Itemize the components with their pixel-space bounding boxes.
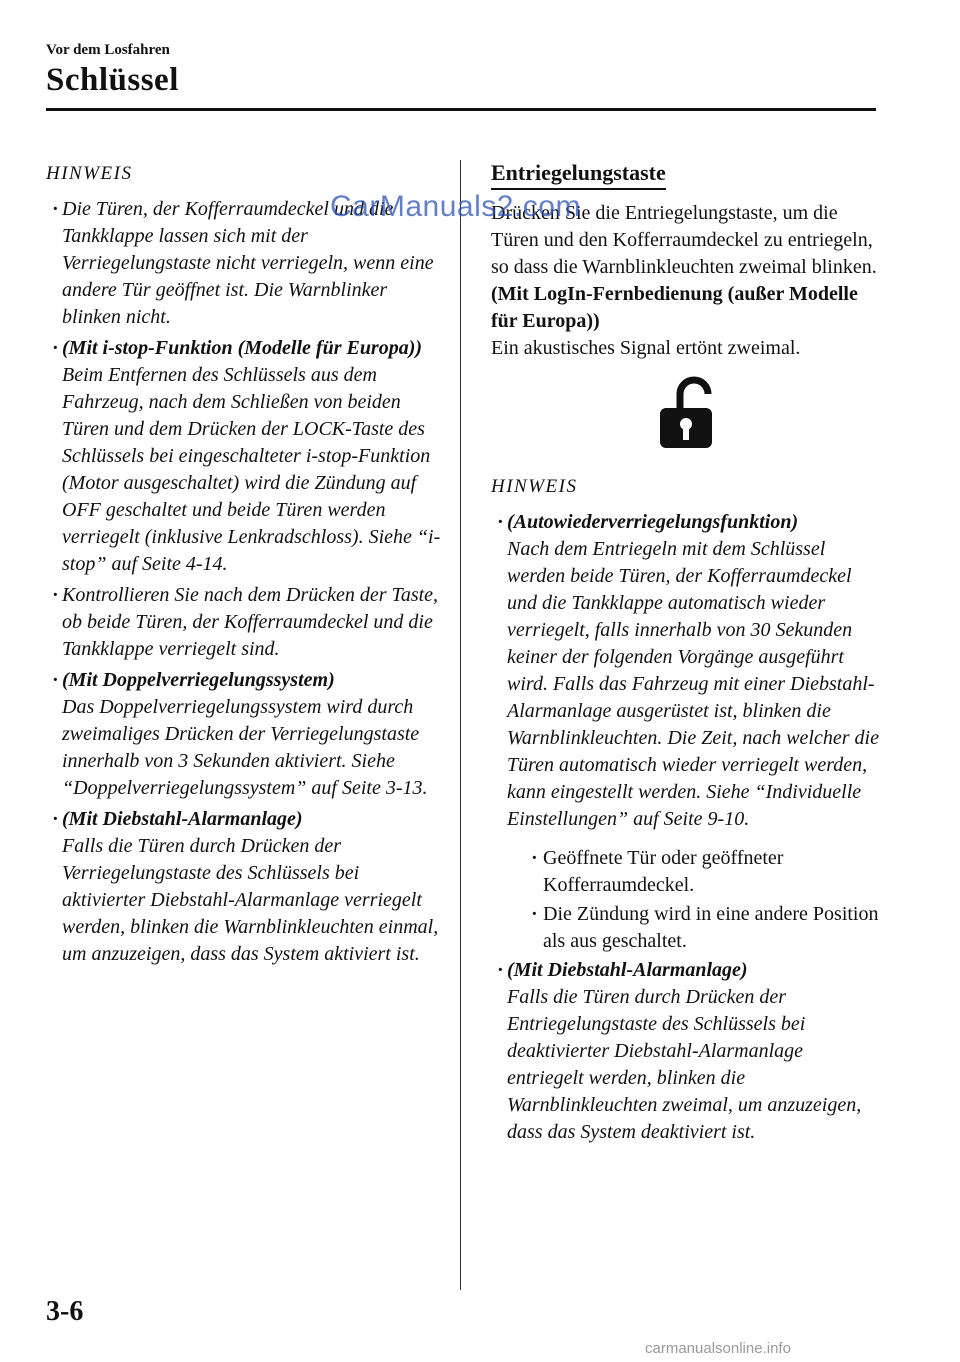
watermark-bottom: carmanualsonline.info <box>645 1340 791 1357</box>
note-item <box>46 667 441 802</box>
note-head: (Autowiederverriegelungsfunktion) <box>507 511 799 533</box>
bullet-icon: · <box>497 511 504 533</box>
sub-list <box>491 845 881 955</box>
bullet-icon: · <box>52 337 59 359</box>
note-item <box>491 509 881 833</box>
bullet-icon: · <box>52 669 59 691</box>
intro-text-2: Ein akustisches Signal ertönt zweimal. <box>491 337 801 359</box>
note-body: Falls die Türen durch Drücken der Verriegelungstaste des Schlüssels bei aktivierter Diebstahl-Alarmanlage verriegelt werden, blinken die Warnblinkleuchten einmal, um anzuzeigen, dass das System aktiviert ist. <box>62 835 439 965</box>
bullet-icon: · <box>52 198 59 220</box>
header-rule <box>46 108 876 111</box>
intro-bold: (Mit LogIn-Fernbedienung (außer Modelle für Europa)) <box>491 283 858 332</box>
sub-item-text: Geöffnete Tür oder geöffneter Kofferraumdeckel. <box>543 847 784 896</box>
note-item <box>46 335 441 578</box>
note-head: (Mit i-stop-Funktion (Modelle für Europa)) <box>62 337 423 359</box>
bullet-icon: · <box>531 903 538 925</box>
page-title: Schlüssel <box>46 62 179 98</box>
note-label: HINWEIS <box>46 163 133 184</box>
note-body: Das Doppelverriegelungssystem wird durch zweimaliges Drücken der Verriegelungstaste innerhalb von 3 Sekunden aktiviert. Siehe “Doppelverriegelungssystem” auf Seite 3-13. <box>62 696 428 799</box>
note-item <box>46 582 441 663</box>
note-head: (Mit Doppelverriegelungssystem) <box>62 669 335 691</box>
page-number: 3-6 <box>46 1296 84 1327</box>
unlock-icon-wrap <box>491 376 881 455</box>
bullet-icon: · <box>531 847 538 869</box>
intro-paragraph <box>491 200 881 362</box>
note-body: Nach dem Entriegeln mit dem Schlüssel werden beide Türen, der Kofferraumdeckel und die Tankklappe automatisch wieder verriegelt, falls innerhalb von 30 Sekunden keiner der folgenden Vorgänge ausgeführt wird. Falls das Fahrzeug mit einer Diebstahl-Alarmanlage ausgerüstet ist, blinken die Warnblinkleuchten. Die Zeit, nach welcher die Türen automatisch wieder verriegelt werden, kann eingestellt werden. Siehe “Individuelle Einstellungen” auf Seite 9-10. <box>507 538 879 830</box>
column-divider <box>460 160 461 1290</box>
section-heading: Entriegelungstaste <box>491 160 666 190</box>
note-body: Falls die Türen durch Drücken der Entriegelungstaste des Schlüssels bei deaktivierter Diebstahl-Alarmanlage entriegelt werden, blinken die Warnblinkleuchten zweimal, um anzuzeigen, dass das System deaktiviert ist. <box>507 986 862 1143</box>
left-column <box>46 160 441 972</box>
sub-item-text: Die Zündung wird in eine andere Position als aus geschaltet. <box>543 903 879 952</box>
bullet-icon: · <box>52 808 59 830</box>
right-column <box>491 160 881 1150</box>
section-label: Vor dem Losfahren <box>46 42 170 58</box>
note-item <box>491 957 881 1146</box>
note-label: HINWEIS <box>491 476 578 497</box>
intro-text: Drücken Sie die Entriegelungstaste, um die Türen und den Kofferraumdeckel zu entriegeln, so dass die Warnblinkleuchten zweimal blinken. <box>491 202 877 278</box>
note-item <box>46 806 441 968</box>
sub-list-item <box>507 901 881 955</box>
watermark-top: CarManuals2.com <box>330 190 581 223</box>
bullet-icon: · <box>497 959 504 981</box>
bullet-icon: · <box>52 584 59 606</box>
sub-list-item <box>507 845 881 899</box>
note-head: (Mit Diebstahl-Alarmanlage) <box>507 959 748 981</box>
note-body: Kontrollieren Sie nach dem Drücken der Taste, ob beide Türen, der Kofferraumdeckel und die Tankklappe verriegelt sind. <box>62 584 439 660</box>
note-head: (Mit Diebstahl-Alarmanlage) <box>62 808 303 830</box>
note-body: Die Türen, der Kofferraumdeckel und die Tankklappe lassen sich mit der Verriegelungstaste nicht verriegeln, wenn eine andere Tür geöffnet ist. Die Warnblinker blinken nicht. <box>62 198 434 328</box>
note-body: Beim Entfernen des Schlüssels aus dem Fahrzeug, nach dem Schließen von beiden Türen und dem Drücken der LOCK-Taste des Schlüssels bei eingeschalteter i-stop-Funktion (Motor ausgeschaltet) wird die Zündung auf OFF geschaltet und beide Türen werden verriegelt (inklusive Lenkradschloss). Siehe “i-stop” auf Seite 4-14. <box>62 364 441 575</box>
unlock-icon <box>658 376 714 450</box>
